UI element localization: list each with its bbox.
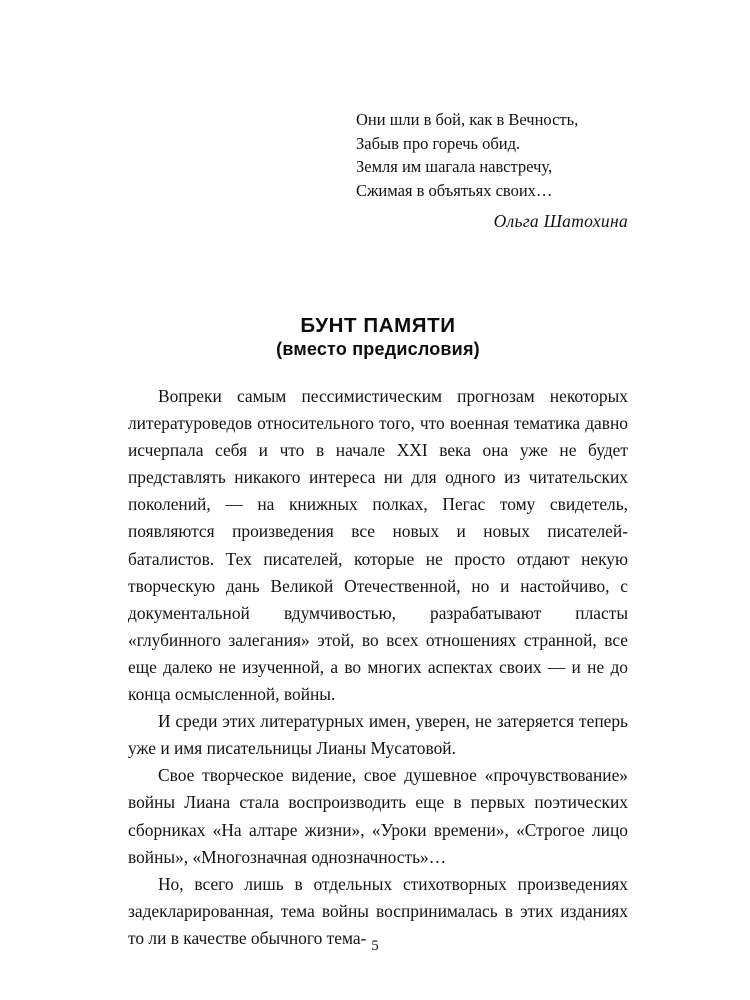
paragraph: Но, всего лишь в отдельных стихотворных произведениях задекларированная, тема войны воспринималась в этих изданиях то ли в качестве обычного тема- — [128, 873, 628, 948]
paragraph: Вопреки самым пессимистическим прогнозам некоторых литературоведов относительного того, что военная тематика давно исчерпала себя и что в начале XXI века она уже не будет представлять никакого интереса ни для одного из читательских поколений, — на книжных полках, Пегас тому свидетель, появляются произведения все новых и новых писателей-баталистов. Тех писателей, которые не просто отдают некую творческую дань Великой Отечественной, но и настойчиво, с документальной вдумчивостью, разрабатывают пласты «глубинного залегания» этой, во всех отношениях странной, все еще далеко не изученной, а во многих аспектах своих — и не до конца осмысленной, войны. — [128, 386, 628, 705]
epigraph — [356, 108, 628, 234]
page-number: 5 — [371, 938, 379, 954]
epigraph-line-1: Они шли в бой, как в Вечность, — [356, 110, 579, 129]
paragraph: Свое творческое видение, свое душевное «прочувствование» войны Лиана стала воспроизводить еще в первых поэтических сборниках «На алтаре жизни», «Уроки времени», «Строгое лицо войны», «Многозначная однозначность»… — [128, 765, 628, 867]
chapter-heading — [128, 314, 628, 361]
epigraph-line-3: Земля им шагала навстречу, — [356, 157, 553, 176]
page-subtitle: (вместо предисловия) — [276, 339, 480, 359]
page-title: БУНТ ПАМЯТИ — [300, 314, 456, 337]
epigraph-line-2: Забыв про горечь обид. — [356, 133, 521, 153]
epigraph-attribution: Ольга Шатохина — [493, 211, 628, 231]
body-text — [128, 383, 628, 952]
epigraph-line-4: Сжимая в объятьях своих… — [356, 180, 553, 200]
paragraph: И среди этих литературных имен, уверен, не затеряется теперь уже и имя писательницы Лианы Мусатовой. — [128, 711, 628, 759]
